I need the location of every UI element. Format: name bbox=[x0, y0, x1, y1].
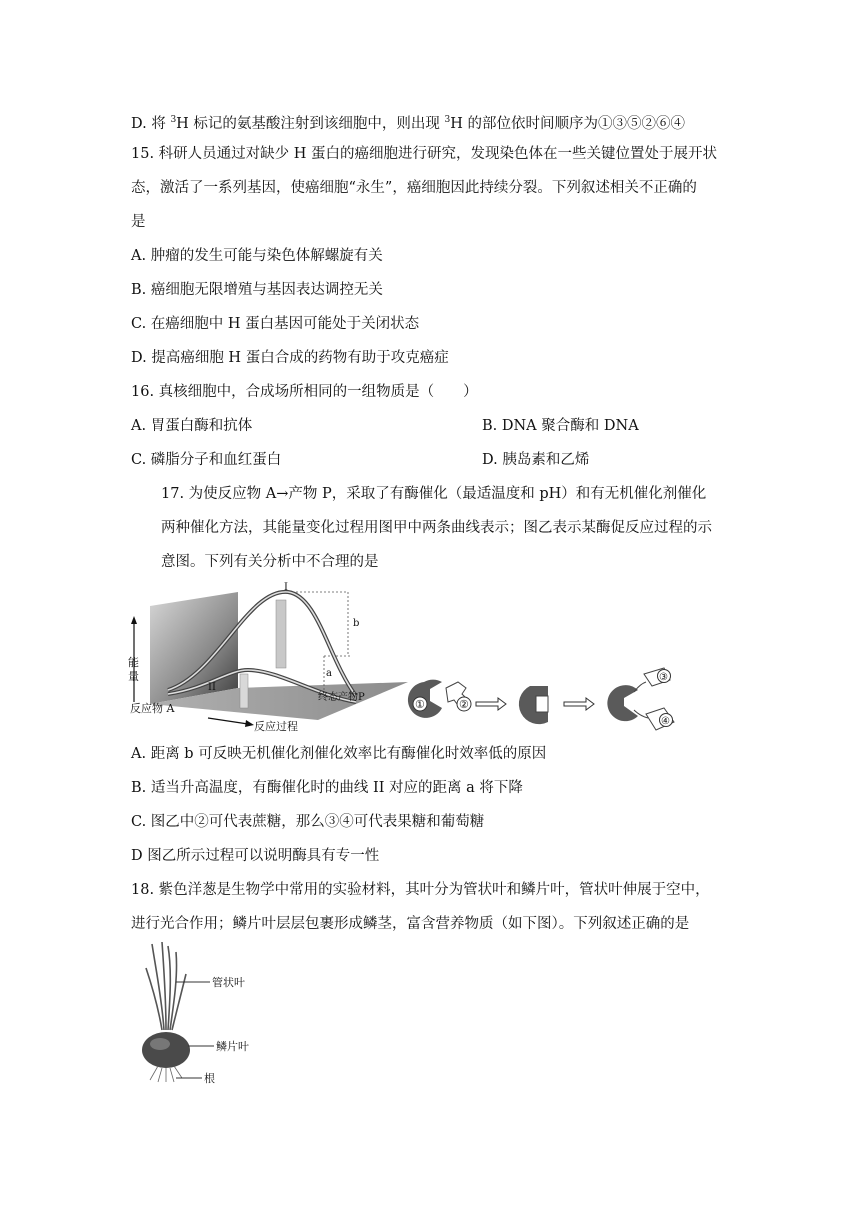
y-axis-label-1: 能 bbox=[128, 656, 139, 669]
q14-option-d-prefix: D. 将 bbox=[131, 115, 171, 132]
q15-option-a: A. 肿瘤的发生可能与染色体解螺旋有关 bbox=[131, 248, 383, 264]
q18-stem-line2: 进行光合作用；鳞片叶层层包裹形成鳞茎，富含营养物质（如下图）。下列叙述正确的是 bbox=[131, 916, 690, 932]
q16-option-d: D. 胰岛素和乙烯 bbox=[482, 452, 590, 468]
q17-option-a: A. 距离 b 可反映无机催化剂催化效率比有酶催化时效率低的原因 bbox=[131, 746, 547, 762]
q17-stem-line3: 意图。下列有关分析中不合理的是 bbox=[161, 554, 379, 570]
q17-option-b: B. 适当升高温度，有酶催化时的曲线 II 对应的距离 a 将下降 bbox=[131, 780, 523, 796]
x-axis bbox=[208, 718, 248, 724]
enzyme-shape-3 bbox=[607, 685, 638, 721]
x-axis-label: 反应过程 bbox=[254, 720, 298, 733]
q16-stem: 16. 真核细胞中，合成场所相同的一组物质是（ ） bbox=[131, 384, 478, 400]
y-axis-label-2: 量 bbox=[128, 670, 139, 683]
product-label-4: ④ bbox=[661, 716, 670, 727]
tube-leaves bbox=[146, 942, 186, 1030]
root-label: 根 bbox=[204, 1072, 215, 1085]
product-label: 终态产物P bbox=[318, 692, 365, 703]
energy-diagram-figure bbox=[128, 578, 408, 734]
q15-stem-line2: 态，激活了一系列基因，使癌细胞“永生”，癌细胞因此持续分裂。下列叙述相关不正确的 bbox=[131, 180, 697, 196]
onion-figure bbox=[136, 940, 276, 1090]
q15-option-d: D. 提高癌细胞 H 蛋白合成的药物有助于攻克癌症 bbox=[131, 350, 449, 366]
q16-option-c: C. 磷脂分子和血红蛋白 bbox=[131, 452, 282, 468]
q15-stem-line1: 15. 科研人员通过对缺少 H 蛋白的癌细胞进行研究，发现染色体在一些关键位置处于展开状 bbox=[131, 146, 718, 162]
activation-pillar-low bbox=[240, 674, 248, 708]
scale-leaf-label: 鳞片叶 bbox=[216, 1040, 249, 1053]
curve-ii-label: II bbox=[208, 682, 216, 693]
arrow-1 bbox=[476, 698, 506, 710]
q18-stem-line1: 18. 紫色洋葱是生物学中常用的实验材料，其叶分为管状叶和鳞片叶，管状叶伸展于空中， bbox=[131, 882, 710, 898]
q14-option-d bbox=[131, 110, 685, 134]
q15-option-b: B. 癌细胞无限增殖与基因表达调控无关 bbox=[131, 282, 383, 298]
enzyme-process-figure bbox=[402, 664, 688, 738]
distance-b-label: b bbox=[353, 618, 360, 629]
q17-stem-line2: 两种催化方法，其能量变化过程用图甲中两条曲线表示；图乙表示某酶促反应过程的示 bbox=[161, 520, 712, 536]
substrate-label-2: ② bbox=[459, 698, 469, 711]
product-label-3: ③ bbox=[659, 672, 668, 683]
activation-pillar-high bbox=[276, 600, 286, 668]
roots bbox=[150, 1066, 182, 1082]
q17-option-d: D 图乙所示过程可以说明酶具有专一性 bbox=[131, 848, 380, 864]
superscript: 3 bbox=[170, 115, 177, 125]
arrow-2 bbox=[564, 698, 594, 710]
q14-option-d-mid: H 标记的氨基酸注射到该细胞中，则出现 bbox=[176, 115, 445, 132]
curve-i-label: I bbox=[284, 582, 288, 593]
q17-option-c: C. 图乙中②可代表蔗糖，那么③④可代表果糖和葡萄糖 bbox=[131, 814, 485, 830]
bulb bbox=[142, 1032, 190, 1068]
q14-option-d-suffix: H 的部位依时间顺序为①③⑤②⑥④ bbox=[450, 115, 686, 132]
distance-a-label: a bbox=[326, 668, 332, 679]
q15-stem-line3: 是 bbox=[131, 214, 146, 230]
enzyme-label-1: ① bbox=[415, 698, 425, 711]
q16-option-b: B. DNA 聚合酶和 DNA bbox=[482, 418, 639, 434]
q17-stem-line1: 17. 为使反应物 A→产物 P，采取了有酶催化（最适温度和 pH）和有无机催化剂催化 bbox=[161, 486, 707, 502]
q16-option-a: A. 胃蛋白酶和抗体 bbox=[131, 418, 253, 434]
tube-leaf-label: 管状叶 bbox=[212, 976, 245, 989]
q15-option-c: C. 在癌细胞中 H 蛋白基因可能处于关闭状态 bbox=[131, 316, 420, 332]
reactant-label: 反应物 A bbox=[130, 702, 175, 715]
superscript: 3 bbox=[444, 115, 451, 125]
